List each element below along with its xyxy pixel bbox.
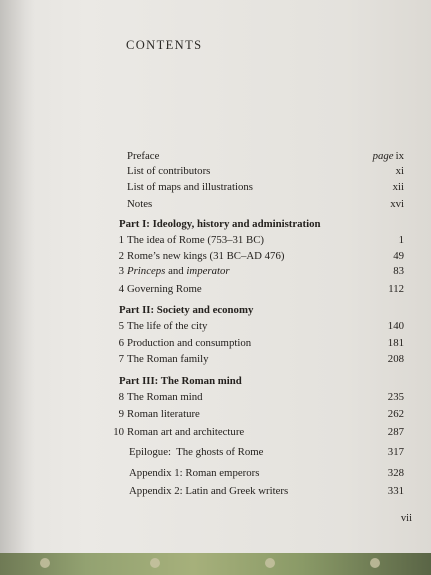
toc-chapter [0, 426, 431, 442]
part-title: Part I: Ideology, history and administration [119, 218, 321, 230]
toc-entry-page [373, 150, 404, 162]
chapter-title: The Roman mind [127, 391, 203, 403]
toc-part-heading [0, 304, 431, 320]
toc-chapter [0, 337, 431, 353]
chapter-title-italic-2: imperator [186, 265, 230, 277]
toc-chapter [0, 320, 431, 336]
chapter-page: 235 [387, 391, 404, 403]
chapter-title: Roman literature [127, 408, 200, 420]
toc-entry-title: Appendix 1: Roman emperors [129, 467, 260, 479]
chapter-number: 5 [118, 320, 124, 332]
pattern-dot [370, 558, 380, 568]
toc-entry-page: xi [395, 165, 404, 177]
toc-entry-notes [0, 198, 431, 214]
chapter-title-italic-1: Princeps [127, 265, 166, 277]
chapter-title: Production and consumption [127, 337, 252, 349]
chapter-page: 262 [387, 408, 404, 420]
chapter-title: The idea of Rome (753–31 BC) [127, 234, 265, 246]
chapter-number: 6 [118, 337, 124, 349]
toc-entry-contributors [0, 165, 431, 181]
pattern-dot [150, 558, 160, 568]
toc-part-heading [0, 375, 431, 391]
chapter-number: 3 [118, 265, 124, 277]
toc-entry-title: List of maps and illustrations [127, 181, 253, 193]
chapter-title: Roman art and architecture [127, 426, 245, 438]
chapter-number: 2 [118, 250, 124, 262]
toc-entry-title: Epilogue: The ghosts of Rome [129, 446, 264, 458]
page-folio: vii [400, 513, 412, 524]
chapter-number: 1 [118, 234, 124, 246]
chapter-page: 287 [387, 426, 404, 438]
toc-entry-page: 331 [387, 485, 404, 497]
part-title: Part II: Society and economy [119, 304, 254, 316]
chapter-number: 10 [113, 426, 124, 438]
toc-entry-title: Notes [127, 198, 153, 210]
cloth-background-strip [0, 553, 431, 575]
part-title: Part III: The Roman mind [119, 375, 242, 387]
chapter-page: 140 [387, 320, 404, 332]
toc-chapter [0, 353, 431, 369]
chapter-number: 7 [118, 353, 124, 365]
chapter-page: 49 [393, 250, 404, 262]
toc-entry-title: Preface [127, 150, 160, 162]
chapter-page: 208 [387, 353, 404, 365]
chapter-number: 9 [118, 408, 124, 420]
pattern-dot [40, 558, 50, 568]
chapter-title: Rome’s new kings (31 BC–AD 476) [127, 250, 285, 262]
toc-chapter [0, 408, 431, 424]
toc-entry-page: xvi [390, 198, 404, 210]
chapter-title: Governing Rome [127, 283, 202, 295]
toc-entry-appendix-2 [0, 485, 431, 501]
chapter-number: 4 [118, 283, 124, 295]
toc-chapter [0, 265, 431, 281]
chapter-title: The life of the city [127, 320, 208, 332]
chapter-title [127, 265, 230, 277]
toc-chapter [0, 391, 431, 407]
chapter-title-mid: and [165, 265, 187, 277]
toc-chapter [0, 283, 431, 299]
chapter-page: 83 [393, 265, 404, 277]
page-title: CONTENTS [126, 38, 203, 52]
toc-chapter [0, 234, 431, 250]
toc-entry-title: List of contributors [127, 165, 211, 177]
toc-part-heading [0, 218, 431, 234]
toc-entry-maps-illustrations [0, 181, 431, 197]
page-prefix: page [372, 150, 394, 162]
toc-chapter [0, 250, 431, 266]
page-value: ix [395, 150, 404, 162]
toc-entry-preface [0, 150, 431, 166]
chapter-page: 181 [387, 337, 404, 349]
toc-entry-appendix-1 [0, 467, 431, 483]
pattern-dot [265, 558, 275, 568]
chapter-page: 112 [388, 283, 404, 295]
toc-entry-title: Appendix 2: Latin and Greek writers [129, 485, 289, 497]
chapter-page: 1 [398, 234, 404, 246]
toc-entry-page: 328 [387, 467, 404, 479]
chapter-title: The Roman family [127, 353, 209, 365]
toc-entry-epilogue [0, 446, 431, 462]
chapter-number: 8 [118, 391, 124, 403]
toc-entry-page: xii [392, 181, 404, 193]
toc-entry-page: 317 [387, 446, 404, 458]
